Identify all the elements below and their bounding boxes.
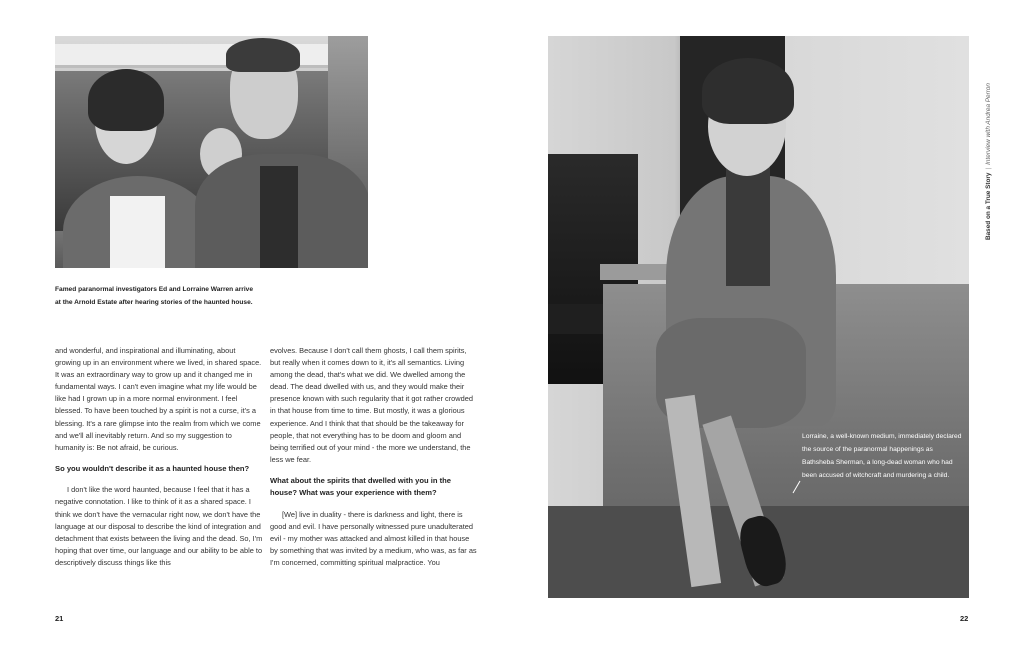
photo-house-roof: [55, 44, 368, 68]
interview-question: What about the spirits that dwelled with you in the house? What was your experience with them?: [270, 475, 451, 498]
photo-caption-left: Famed paranormal investigators Ed and Lorraine Warren arrive at the Arnold Estate after hearing stories of the haunted house.: [55, 286, 253, 306]
photo-books: [600, 264, 670, 280]
running-head-section: Based on a True Story: [985, 172, 992, 240]
photo-woman-scarf: [726, 166, 770, 286]
photo-lorraine-warren-seated: [548, 36, 969, 598]
running-head-subtitle: Interview with Andrea Perron: [985, 83, 992, 165]
paragraph: and wonderful, and inspirational and illuminating, about growing up in an environment where we lived, in shared space. It was an extraordinary way to grow up and it changed me in fundamental ways. I can't even imagine what my life would be like had I grown up in a more normal environment. I feel blessed. To have been touched by a spirit is not a curse, it's a blessing. It's a rare glimpse into the realm from which we come and we'll all inevitably return. And so my suggestion to humanity is: Be not afraid, be curious.: [55, 346, 262, 452]
photo-woman-hair: [88, 69, 164, 131]
page-number-left: 21: [55, 614, 64, 623]
paragraph: evolves. Because I don't call them ghosts, I call them spirits, but really when it comes down to it, it's all semantics. Living among the dead, that's what we did. We dwelled among the dead. The dead dwelled with us, and they would make their presence known with such regularity that it got rather crowded in that house from time to time. But mostly, it was a glorious experience. And I think that that should be the takeaway for people, that not everything has to be doom and gloom and being terrified out of your mind - the more we understand, the less we fear.: [270, 346, 473, 464]
interview-question: So you wouldn't describe it as a haunted house then?: [55, 463, 250, 473]
paragraph: I don't like the word haunted, because I feel that it has a negative connotation. I like to think of it as a shared space. I think we don't have the vernacular right now, we don't have the language at our disposal to describe the kind of integration and detachment that exists between the living and the dead. So, I'm hoping that over time, our language and our ability to be able to descriptively discuss things like this: [55, 485, 263, 567]
photo-caption-right: Lorraine, a well-known medium, immediately declared the source of the paranormal happenings as Bathsheba Sherman, a long-dead woman who had been accused of witchcraft and murdering a child.: [802, 433, 962, 480]
paragraph: [We] live in duality - there is darkness and light, there is good and evil. I have personally witnessed pure unadulterated evil - my mother was attacked and almost killed in that house by something that was invited by a medium, who was, as far as I'm concerned, committing spiritual malpractice. You: [270, 509, 477, 568]
article-column-1: [55, 345, 263, 569]
photo-woman-hair: [702, 58, 794, 124]
page-number-right: 22: [960, 614, 969, 623]
photo-woman-shirt: [110, 196, 165, 268]
photo-man-hair: [226, 38, 300, 72]
article-column-2: [270, 345, 478, 569]
running-head-separator: |: [985, 167, 992, 170]
running-head: [985, 83, 992, 240]
photo-man-shirt: [260, 166, 298, 268]
photo-ed-and-lorraine-warren: [55, 36, 368, 268]
